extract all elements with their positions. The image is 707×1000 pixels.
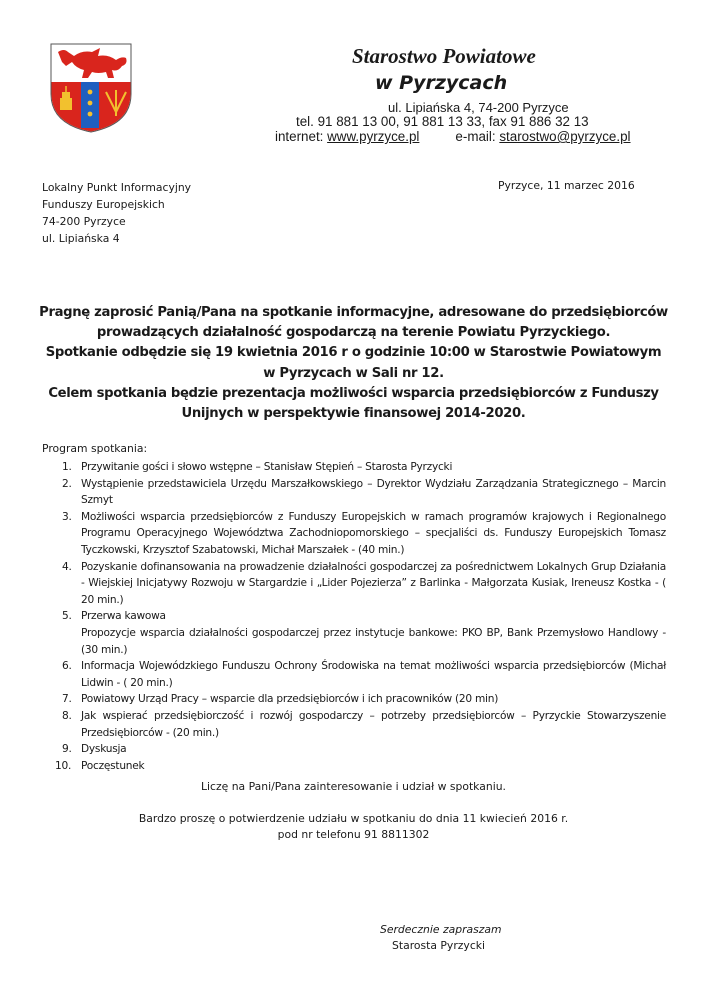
item-text: Dyskusja — [81, 743, 127, 756]
item-number: 7. — [62, 693, 72, 706]
item-number: 6. — [62, 660, 72, 673]
coat-of-arms-icon — [48, 42, 134, 134]
program-item — [42, 608, 666, 658]
signature-title: Starosta Pyrzycki — [392, 939, 486, 952]
item-number: 3. — [62, 510, 72, 523]
item-subtext: Propozycje wsparcia działalności gospodarczej przez instytucje bankowe: PKO BP, Bank Przemysłowo Handlowy - (30 min.) — [81, 626, 666, 656]
program-item — [42, 691, 666, 708]
rsvp-phone-line: pod nr telefonu 91 8811302 — [277, 828, 430, 841]
item-number: 9. — [62, 743, 72, 756]
item-text: Jak wspierać przedsiębiorczość i rozwój gospodarczy – potrzeby przedsiębiorców – Pyrzyckie Stowarzyszenie Przedsiębiorców - (20 min.) — [81, 709, 666, 739]
recipient-address — [42, 179, 191, 247]
item-text: Poczęstunek — [81, 759, 145, 772]
organization-location: w Pyrzycach — [375, 72, 508, 94]
email-label: e-mail: — [455, 129, 496, 144]
item-number: 4. — [62, 560, 72, 573]
organization-address: ul. Lipiańska 4, 74-200 Pyrzyce — [388, 100, 569, 115]
program-item — [42, 559, 666, 609]
program-item — [42, 741, 666, 758]
recipient-line: Funduszy Europejskich — [42, 198, 165, 211]
organization-contact — [275, 129, 631, 144]
item-text: Pozyskanie dofinansowania na prowadzenie działalności gospodarczej za pośrednictwem Lokalnych Grup Działania - Wiejskiej Inicjatywy Rozwoju w Stargardzie i „Lider Pojezierza” z Barlinka - Małgorzata Kusiak, Ireneusz Kostka - ( 20 min.) — [81, 560, 666, 606]
invitation-line: Unijnych w perspektywie finansowej 2014-2020. — [181, 406, 526, 422]
invitation-line: w Pyrzycach w Sali nr 12. — [263, 365, 444, 381]
program-list — [42, 459, 666, 774]
item-number: 1. — [62, 461, 72, 473]
organization-phone: tel. 91 881 13 00, 91 881 13 33, fax 91 886 32 13 — [296, 114, 589, 129]
organization-name: Starostwo Powiatowe — [352, 44, 536, 68]
invitation-text — [30, 303, 677, 424]
item-number: 10. — [55, 759, 72, 772]
program-item — [42, 509, 666, 559]
item-number: 5. — [62, 610, 72, 623]
item-text: Przerwa kawowa — [81, 610, 166, 623]
invitation-line: Spotkanie odbędzie się 19 kwietnia 2016 r o godzinie 10:00 w Starostwie Powiatowym — [45, 345, 662, 361]
item-number: 8. — [62, 709, 72, 722]
program-item — [42, 708, 666, 741]
closing-line: Liczę na Pani/Pana zainteresowanie i udział w spotkaniu. — [201, 780, 506, 793]
internet-label: internet: — [275, 129, 324, 144]
rsvp-line: Bardzo proszę o potwierdzenie udziału w spotkaniu do dnia 11 kwiecień 2016 r. — [138, 812, 569, 825]
item-text: Informacja Wojewódzkiego Funduszu Ochrony Środowiska na temat możliwości wsparcia przedsiębiorców (Michał Lidwin - ( 20 min.) — [81, 660, 666, 689]
item-text: Przywitanie gości i słowo wstępne – Stanisław Stępień – Starosta Pyrzycki — [81, 461, 453, 473]
email-link[interactable]: starostwo@pyrzyce.pl — [499, 129, 631, 144]
program-item — [42, 658, 666, 691]
letter-date: Pyrzyce, 11 marzec 2016 — [498, 179, 635, 192]
recipient-line: 74-200 Pyrzyce — [42, 215, 126, 228]
invitation-line: prowadzących działalność gospodarczą na terenie Powiatu Pyrzyckiego. — [96, 325, 611, 341]
recipient-line: ul. Lipiańska 4 — [42, 232, 120, 245]
invitation-line: Celem spotkania będzie prezentacja możliwości wsparcia przedsiębiorców z Funduszy — [48, 385, 659, 401]
item-text: Wystąpienie przedstawiciela Urzędu Marszałkowskiego – Dyrektor Wydziału Zarządzania Strategicznego – Marcin Szmyt — [81, 477, 666, 507]
program-item — [42, 459, 666, 476]
invitation-line: Pragnę zaprosić Panią/Pana na spotkanie informacyjne, adresowane do przedsiębiorców — [39, 305, 668, 320]
recipient-line: Lokalny Punkt Informacyjny — [42, 181, 192, 194]
signature-greeting: Serdecznie zapraszam — [380, 923, 502, 936]
program-title: Program spotkania: — [42, 442, 148, 455]
program-item — [42, 758, 666, 775]
program-item — [42, 476, 666, 509]
item-text: Powiatowy Urząd Pracy – wsparcie dla przedsiębiorców i ich pracowników (20 min) — [81, 693, 499, 706]
item-number: 2. — [62, 477, 72, 490]
website-link[interactable]: www.pyrzyce.pl — [327, 129, 420, 144]
item-text: Możliwości wsparcia przedsiębiorców z Funduszy Europejskich w ramach programów krajowych i Regionalnego Programu Operacyjnego Województwa Zachodniopomorskiego – specjaliści ds. Funduszy Europejskich Tomasz Tyczkowski, Krzysztof Szabatowski, Michał Marszałek - (40 min.) — [81, 510, 666, 556]
